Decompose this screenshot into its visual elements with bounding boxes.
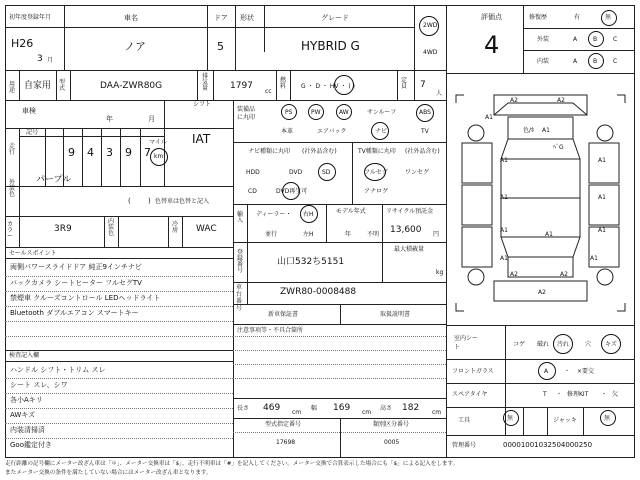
- mark-a1-mid: A1: [542, 127, 550, 134]
- eq-leather: 本革: [281, 128, 294, 135]
- type-designation-label: 型式指定番号: [265, 421, 302, 428]
- usage-label: 用途: [9, 81, 16, 94]
- color-change-note: 色替車は色替と記入: [155, 198, 210, 205]
- eq-ps: PS: [285, 109, 293, 116]
- mark-a2-top2: A2: [557, 97, 565, 104]
- inspector-label: 検査記入欄: [9, 352, 40, 359]
- inspector-line-2: シート スレ、シワ: [10, 381, 68, 389]
- interior-color-label: 内装色: [108, 218, 115, 237]
- tv-type-label: TV種類に丸印: [358, 148, 396, 155]
- int-grade-b: B: [593, 58, 598, 65]
- mark-a1-left3: A1: [500, 227, 508, 234]
- mark-a1-right: A1: [598, 157, 606, 164]
- import-dealer: ディーラー・: [256, 211, 292, 218]
- nav-type-sub: (社外品含む): [302, 148, 337, 155]
- nav-sd: SD: [322, 169, 331, 176]
- doors-label: ドア: [214, 14, 228, 22]
- glass-dot: ・: [564, 368, 571, 375]
- footer-line-1: 走行距離の記号欄にメーター改ざん車は「＊」、メーター交換車は「$」、走行不明車は「#」を記入してください。メーター交換で合算表示した場合にも「$」による記入をします。: [5, 461, 459, 467]
- first-reg-era: H26: [11, 37, 34, 50]
- handle-right: 右H: [303, 211, 314, 218]
- width-label: 幅: [311, 405, 318, 412]
- int-grade-a: A: [573, 58, 578, 65]
- first-reg-label: 初年度登録年月: [9, 14, 52, 21]
- glass-a: A: [544, 368, 549, 375]
- ext-grade-c: C: [613, 36, 618, 43]
- max-load-label: 最大積載量: [394, 246, 425, 253]
- sales-line-1: 両側パワースライドドア 純正9インチナビ: [10, 263, 142, 271]
- mark-a2-bot: A2: [510, 271, 518, 278]
- new-warranty: 新車保証書: [268, 311, 299, 318]
- mark-hg: ﾍﾞG: [553, 144, 564, 151]
- doors: 5: [217, 40, 224, 53]
- eq-abs: ABS: [419, 109, 431, 116]
- mark-a1-bot-l: A1: [500, 255, 508, 262]
- nav-type-label: ナビ種類に丸印: [248, 148, 291, 155]
- type-designation: 17698: [276, 439, 296, 446]
- model: DAA-ZWR80G: [100, 81, 163, 91]
- length-label: 長さ: [237, 405, 250, 412]
- car-name-label: 車名: [124, 14, 138, 22]
- ext-grade-a: A: [573, 36, 578, 43]
- drive-4wd: 4WD: [423, 49, 438, 56]
- seat-ana: 穴: [585, 341, 592, 348]
- car-name: ノア: [124, 40, 146, 53]
- manual: 取扱説明書: [380, 311, 411, 318]
- eq-airbag: エアバック: [317, 128, 347, 135]
- model-year-value: 不明: [367, 231, 380, 238]
- mileage-digit-4: 9: [125, 146, 132, 159]
- mgmt-number: 00001001032504000250: [503, 441, 593, 449]
- eq-sunroof: サンルーフ: [367, 109, 397, 116]
- max-load-unit: kg: [436, 269, 444, 276]
- car-damage-diagram: [446, 73, 635, 325]
- sales-line-4: Bluetooth ダブルエアコン スマートキー: [10, 309, 139, 317]
- nav-hdd: HDD: [246, 169, 260, 176]
- mileage-unit-km: km: [154, 153, 164, 160]
- seat-yabure: 破れ: [537, 341, 550, 348]
- usage: 自家用: [24, 81, 52, 91]
- inspector-line-6: Goo鑑定付き: [10, 441, 52, 449]
- glass-replace: ×要交: [577, 368, 595, 375]
- inspector-line-5: 内装清掃済: [10, 426, 45, 434]
- chassis-label: 車台番号: [236, 284, 243, 312]
- shaken-year: 年: [106, 115, 113, 123]
- mark-ic1: 色/ﾎ: [523, 127, 535, 134]
- tv-oneseg: ワンセグ: [405, 169, 430, 176]
- model-year-year: 年: [345, 231, 352, 238]
- plate-number: 山口532ち5151: [277, 257, 345, 267]
- mark-a2-bot2: A2: [560, 271, 568, 278]
- eq-tv: TV: [421, 128, 429, 135]
- mark-a1-center: A1: [545, 231, 553, 238]
- mileage-digit-2: 4: [87, 146, 94, 159]
- paren-open: (: [128, 197, 131, 205]
- spare-missing: 欠: [612, 391, 619, 398]
- first-reg-month: 3: [37, 54, 43, 64]
- mgmt-label: 管理番号: [452, 442, 477, 449]
- shift: IAT: [192, 132, 211, 146]
- ext-grade-b: B: [593, 36, 598, 43]
- sales-points-label: セールスポイント: [9, 250, 57, 257]
- width: 169: [333, 403, 351, 413]
- ac-label: 冷房: [172, 221, 179, 234]
- model-year-label: モデル年式: [336, 208, 366, 215]
- int-grade-c: C: [613, 58, 618, 65]
- sales-line-3: 禁煙車 クルーズコントロール LEDヘッドライト: [10, 294, 161, 302]
- category: 0005: [384, 439, 400, 446]
- chassis-number: ZWR80-0008488: [280, 287, 357, 297]
- tv-analog: アナログ: [364, 188, 389, 195]
- nav-dvd-play: DVD再生可: [276, 188, 308, 195]
- color-code-label: カラー: [7, 221, 14, 240]
- spare-t: T: [543, 391, 547, 398]
- capacity-unit: 人: [436, 90, 443, 97]
- category-label: 類別区分番号: [373, 421, 410, 428]
- jack-value: 無: [604, 415, 611, 422]
- inspector-line-3: 各小Aキリ: [10, 396, 43, 404]
- paren-close: ): [148, 197, 151, 205]
- displacement: 1797: [230, 81, 253, 91]
- drive-2wd: 2WD: [423, 22, 438, 29]
- import-parallel: 並行: [265, 231, 278, 238]
- mark-a1-right2: A1: [598, 194, 606, 201]
- shaken-month: 月: [148, 115, 155, 123]
- nav-dvd: DVD: [289, 169, 303, 176]
- repair-yes: 有: [574, 14, 581, 21]
- jack-label: ジャッキ: [553, 417, 577, 424]
- mileage-digit-1: 9: [68, 146, 75, 159]
- tools-value: 無: [507, 415, 514, 422]
- fuel-label: 燃料: [280, 77, 287, 90]
- ac: WAC: [196, 224, 217, 234]
- plate-label: 登録番号: [237, 249, 244, 274]
- shaken-label: 車検: [22, 107, 36, 115]
- mark-a1-left2: A1: [500, 194, 508, 201]
- equipment-label: 装備品に丸印: [237, 106, 256, 121]
- handle-left: 左H: [303, 231, 314, 238]
- height-label: 高さ: [380, 405, 393, 412]
- mileage-digit-5: 7: [144, 146, 151, 159]
- eq-navi: ナビ: [375, 128, 388, 135]
- mark-a2-bumper: A2: [538, 289, 546, 296]
- repair-none: 無: [605, 14, 612, 21]
- exterior-label: 外装色: [9, 179, 16, 198]
- mileage-label: 走行: [9, 143, 16, 156]
- mark-a1-bot-r: A1: [590, 255, 598, 262]
- recycle-label: リサイクル預託金: [386, 208, 434, 215]
- displacement-unit: cc: [265, 88, 272, 95]
- mileage-digit-3: 3: [106, 146, 113, 159]
- model-label: 型式: [59, 79, 66, 92]
- tv-fullseg: フルセグ: [364, 169, 388, 176]
- score: 4: [484, 31, 500, 59]
- height: 182: [402, 403, 420, 413]
- caution-label: 注意事項等・不具合箇所: [237, 327, 304, 334]
- mark-a1-rear: A1: [598, 227, 606, 234]
- recycle-unit: 円: [433, 231, 440, 238]
- color-code: 3R9: [54, 224, 72, 234]
- mileage-col-label: 記号: [26, 129, 39, 136]
- int-grade-label: 内装: [537, 58, 550, 65]
- grade-label: グレード: [321, 14, 349, 22]
- shift-label: シフト: [193, 101, 212, 108]
- exterior-color: パープル: [36, 175, 72, 185]
- spare-kit: 修理KIT: [567, 391, 589, 398]
- shape-label: 形状: [240, 14, 254, 22]
- recycle: 13,600: [390, 225, 422, 235]
- score-label: 評価点: [481, 13, 502, 21]
- seat-label: 室内シート: [454, 335, 479, 351]
- spare-dot1: ・: [556, 391, 563, 398]
- import-label: 輸入: [237, 211, 244, 224]
- inspector-line-1: ハンドル シフト・トリム スレ: [10, 366, 106, 374]
- seat-koge: コゲ: [513, 341, 526, 348]
- capacity-label: 定員: [401, 77, 408, 90]
- repair-label: 修復歴: [529, 14, 548, 21]
- length-unit: cm: [292, 409, 302, 416]
- mileage-unit-miles: マイル: [149, 139, 167, 146]
- inspector-line-4: AWキズ: [10, 411, 36, 419]
- tv-type-sub: (社外品含む): [405, 148, 440, 155]
- month-unit: 月: [47, 57, 54, 64]
- tools-label: 工具: [458, 417, 471, 424]
- spare-tire-label: スペアタイヤ: [452, 391, 488, 398]
- ext-grade-label: 外装: [537, 36, 550, 43]
- footer-line-2: またメーター交換の条件を満たしていない場合にはメーター改ざん車となります。: [5, 470, 212, 476]
- width-unit: cm: [362, 409, 372, 416]
- length: 469: [263, 403, 281, 413]
- nav-cd: CD: [248, 188, 257, 195]
- fuel-hv-circle: [334, 75, 354, 95]
- grade: HYBRID G: [301, 39, 360, 53]
- seat-kizu: キズ: [605, 341, 617, 348]
- spare-dot2: ・: [601, 391, 608, 398]
- eq-pw: PW: [311, 109, 321, 116]
- capacity: 7: [420, 80, 426, 90]
- eq-aw: AW: [339, 109, 349, 116]
- mark-a2-top: A2: [510, 97, 518, 104]
- displacement-label: 排気量: [202, 73, 209, 92]
- mark-a1-front: A1: [485, 114, 493, 121]
- mark-a1-left: A1: [500, 157, 508, 164]
- seat-yogore: 汚れ: [557, 341, 570, 348]
- height-unit: cm: [432, 409, 442, 416]
- sales-line-2: バックカメラ シートヒーター フルセグTV: [10, 279, 142, 287]
- fuel-options: G ・ D ・ HV ・ ( ): [301, 83, 355, 90]
- front-glass-label: フロントガラス: [452, 368, 494, 375]
